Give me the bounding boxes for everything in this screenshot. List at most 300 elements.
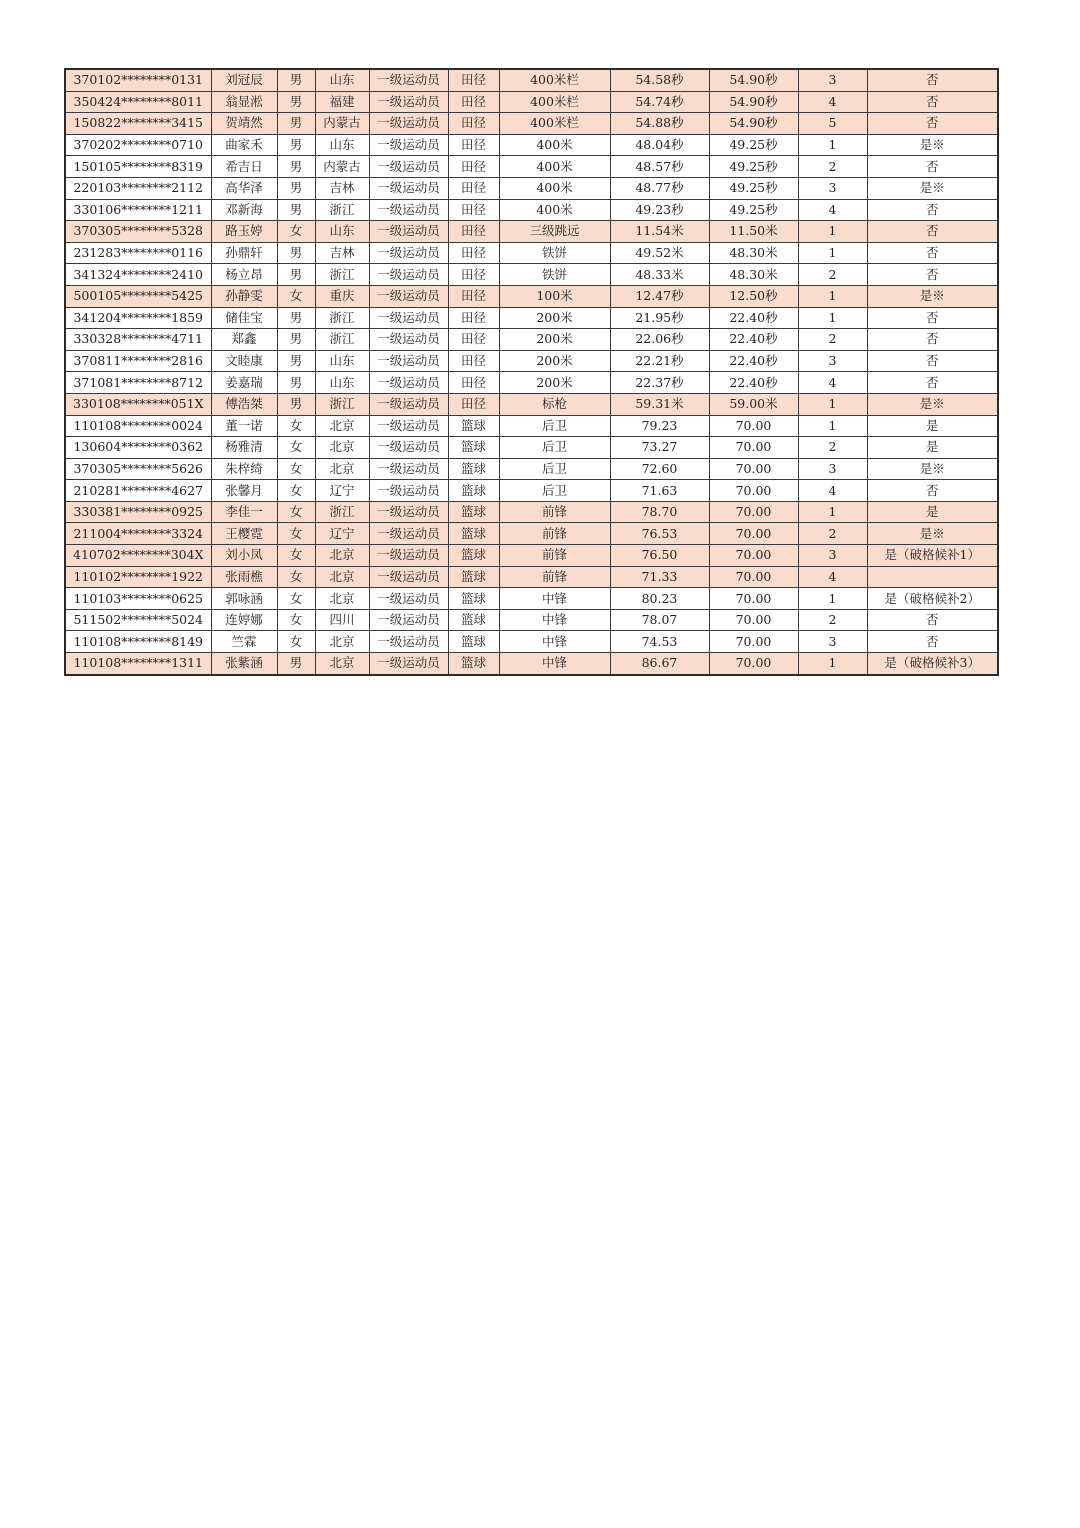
table-row xyxy=(65,134,998,156)
name-cell: 希吉日 xyxy=(211,156,277,178)
standard-cell: 48.30米 xyxy=(709,264,798,286)
gender-cell: 男 xyxy=(277,242,315,264)
sport-cell: 篮球 xyxy=(448,631,499,653)
name-cell: 文睦康 xyxy=(211,350,277,372)
province-cell: 四川 xyxy=(315,609,369,631)
id-number-cell: 110108********8149 xyxy=(65,631,211,653)
name-cell: 李佳一 xyxy=(211,501,277,523)
standard-cell: 54.90秒 xyxy=(709,113,798,135)
gender-cell: 女 xyxy=(277,566,315,588)
sport-cell: 篮球 xyxy=(448,415,499,437)
gender-cell: 女 xyxy=(277,458,315,480)
standard-cell: 22.40秒 xyxy=(709,329,798,351)
level-cell: 一级运动员 xyxy=(369,523,448,545)
name-cell: 刘小凤 xyxy=(211,545,277,567)
province-cell: 浙江 xyxy=(315,501,369,523)
sport-cell: 田径 xyxy=(448,221,499,243)
id-number-cell: 220103********2112 xyxy=(65,177,211,199)
rank-cell: 4 xyxy=(798,566,867,588)
qualified-cell: 是※ xyxy=(867,134,998,156)
qualified-cell: 是 xyxy=(867,501,998,523)
province-cell: 辽宁 xyxy=(315,480,369,502)
standard-cell: 49.25秒 xyxy=(709,156,798,178)
gender-cell: 男 xyxy=(277,264,315,286)
table-row xyxy=(65,307,998,329)
standard-cell: 22.40秒 xyxy=(709,307,798,329)
event-cell: 200米 xyxy=(499,372,610,394)
id-number-cell: 370102********0131 xyxy=(65,69,211,91)
event-cell: 中锋 xyxy=(499,653,610,675)
province-cell: 辽宁 xyxy=(315,523,369,545)
level-cell: 一级运动员 xyxy=(369,415,448,437)
table-row xyxy=(65,501,998,523)
id-number-cell: 110108********0024 xyxy=(65,415,211,437)
province-cell: 山东 xyxy=(315,134,369,156)
sport-cell: 田径 xyxy=(448,177,499,199)
rank-cell: 3 xyxy=(798,458,867,480)
name-cell: 杨立昂 xyxy=(211,264,277,286)
qualified-cell: 否 xyxy=(867,307,998,329)
level-cell: 一级运动员 xyxy=(369,91,448,113)
score-cell: 73.27 xyxy=(610,437,709,459)
qualified-cell: 是※ xyxy=(867,458,998,480)
province-cell: 北京 xyxy=(315,545,369,567)
gender-cell: 男 xyxy=(277,307,315,329)
province-cell: 山东 xyxy=(315,350,369,372)
rank-cell: 1 xyxy=(798,653,867,675)
table-row xyxy=(65,177,998,199)
qualified-cell: 否 xyxy=(867,221,998,243)
score-cell: 48.33米 xyxy=(610,264,709,286)
standard-cell: 70.00 xyxy=(709,415,798,437)
score-cell: 86.67 xyxy=(610,653,709,675)
table-row xyxy=(65,588,998,610)
name-cell: 郑鑫 xyxy=(211,329,277,351)
qualified-cell: 是※ xyxy=(867,393,998,415)
qualified-cell: 是（破格候补3） xyxy=(867,653,998,675)
standard-cell: 70.00 xyxy=(709,501,798,523)
score-cell: 22.06秒 xyxy=(610,329,709,351)
id-number-cell: 341204********1859 xyxy=(65,307,211,329)
score-cell: 48.57秒 xyxy=(610,156,709,178)
table-row xyxy=(65,609,998,631)
id-number-cell: 130604********0362 xyxy=(65,437,211,459)
table-row xyxy=(65,221,998,243)
score-cell: 76.53 xyxy=(610,523,709,545)
standard-cell: 70.00 xyxy=(709,437,798,459)
province-cell: 吉林 xyxy=(315,177,369,199)
province-cell: 浙江 xyxy=(315,307,369,329)
id-number-cell: 110103********0625 xyxy=(65,588,211,610)
level-cell: 一级运动员 xyxy=(369,566,448,588)
event-cell: 200米 xyxy=(499,329,610,351)
score-cell: 49.52米 xyxy=(610,242,709,264)
gender-cell: 男 xyxy=(277,329,315,351)
qualified-cell: 否 xyxy=(867,113,998,135)
level-cell: 一级运动员 xyxy=(369,221,448,243)
standard-cell: 59.00米 xyxy=(709,393,798,415)
level-cell: 一级运动员 xyxy=(369,653,448,675)
id-number-cell: 500105********5425 xyxy=(65,285,211,307)
table-row xyxy=(65,437,998,459)
id-number-cell: 370305********5328 xyxy=(65,221,211,243)
score-cell: 59.31米 xyxy=(610,393,709,415)
province-cell: 福建 xyxy=(315,91,369,113)
gender-cell: 男 xyxy=(277,350,315,372)
id-number-cell: 211004********3324 xyxy=(65,523,211,545)
gender-cell: 女 xyxy=(277,480,315,502)
name-cell: 孙鼎轩 xyxy=(211,242,277,264)
sport-cell: 篮球 xyxy=(448,523,499,545)
name-cell: 刘冠辰 xyxy=(211,69,277,91)
score-cell: 22.37秒 xyxy=(610,372,709,394)
event-cell: 前锋 xyxy=(499,566,610,588)
table-row xyxy=(65,69,998,91)
level-cell: 一级运动员 xyxy=(369,69,448,91)
province-cell: 北京 xyxy=(315,415,369,437)
sport-cell: 田径 xyxy=(448,329,499,351)
province-cell: 山东 xyxy=(315,372,369,394)
event-cell: 后卫 xyxy=(499,458,610,480)
qualified-cell: 否 xyxy=(867,372,998,394)
sport-cell: 田径 xyxy=(448,350,499,372)
event-cell: 中锋 xyxy=(499,609,610,631)
province-cell: 北京 xyxy=(315,588,369,610)
level-cell: 一级运动员 xyxy=(369,264,448,286)
sport-cell: 田径 xyxy=(448,134,499,156)
name-cell: 傅浩桀 xyxy=(211,393,277,415)
id-number-cell: 110108********1311 xyxy=(65,653,211,675)
gender-cell: 女 xyxy=(277,221,315,243)
standard-cell: 70.00 xyxy=(709,458,798,480)
level-cell: 一级运动员 xyxy=(369,350,448,372)
id-number-cell: 330108********051X xyxy=(65,393,211,415)
rank-cell: 1 xyxy=(798,285,867,307)
sport-cell: 篮球 xyxy=(448,566,499,588)
event-cell: 标枪 xyxy=(499,393,610,415)
province-cell: 山东 xyxy=(315,221,369,243)
gender-cell: 男 xyxy=(277,372,315,394)
event-cell: 铁饼 xyxy=(499,264,610,286)
province-cell: 重庆 xyxy=(315,285,369,307)
qualified-cell: 是（破格候补2） xyxy=(867,588,998,610)
event-cell: 200米 xyxy=(499,350,610,372)
standard-cell: 70.00 xyxy=(709,480,798,502)
table-row xyxy=(65,631,998,653)
level-cell: 一级运动员 xyxy=(369,113,448,135)
qualified-cell: 否 xyxy=(867,156,998,178)
event-cell: 400米栏 xyxy=(499,113,610,135)
gender-cell: 女 xyxy=(277,501,315,523)
level-cell: 一级运动员 xyxy=(369,307,448,329)
event-cell: 中锋 xyxy=(499,631,610,653)
event-cell: 400米 xyxy=(499,177,610,199)
name-cell: 贺靖然 xyxy=(211,113,277,135)
standard-cell: 48.30米 xyxy=(709,242,798,264)
name-cell: 储佳宝 xyxy=(211,307,277,329)
province-cell: 浙江 xyxy=(315,329,369,351)
standard-cell: 22.40秒 xyxy=(709,372,798,394)
level-cell: 一级运动员 xyxy=(369,134,448,156)
standard-cell: 70.00 xyxy=(709,545,798,567)
rank-cell: 3 xyxy=(798,177,867,199)
table-row xyxy=(65,480,998,502)
table-row xyxy=(65,393,998,415)
standard-cell: 49.25秒 xyxy=(709,134,798,156)
level-cell: 一级运动员 xyxy=(369,393,448,415)
rank-cell: 1 xyxy=(798,393,867,415)
id-number-cell: 330328********4711 xyxy=(65,329,211,351)
name-cell: 孙静雯 xyxy=(211,285,277,307)
table-row xyxy=(65,264,998,286)
sport-cell: 篮球 xyxy=(448,437,499,459)
sport-cell: 篮球 xyxy=(448,545,499,567)
level-cell: 一级运动员 xyxy=(369,609,448,631)
gender-cell: 女 xyxy=(277,588,315,610)
rank-cell: 2 xyxy=(798,329,867,351)
qualified-cell: 否 xyxy=(867,480,998,502)
standard-cell: 70.00 xyxy=(709,588,798,610)
standard-cell: 22.40秒 xyxy=(709,350,798,372)
rank-cell: 1 xyxy=(798,134,867,156)
province-cell: 北京 xyxy=(315,631,369,653)
table-row xyxy=(65,156,998,178)
rank-cell: 3 xyxy=(798,631,867,653)
rank-cell: 2 xyxy=(798,437,867,459)
sport-cell: 田径 xyxy=(448,264,499,286)
rank-cell: 2 xyxy=(798,609,867,631)
level-cell: 一级运动员 xyxy=(369,329,448,351)
rank-cell: 2 xyxy=(798,523,867,545)
id-number-cell: 511502********5024 xyxy=(65,609,211,631)
score-cell: 48.77秒 xyxy=(610,177,709,199)
results-table-body xyxy=(65,69,998,675)
score-cell: 22.21秒 xyxy=(610,350,709,372)
score-cell: 72.60 xyxy=(610,458,709,480)
sport-cell: 篮球 xyxy=(448,653,499,675)
standard-cell: 70.00 xyxy=(709,566,798,588)
id-number-cell: 370305********5626 xyxy=(65,458,211,480)
table-row xyxy=(65,285,998,307)
level-cell: 一级运动员 xyxy=(369,156,448,178)
event-cell: 400米 xyxy=(499,134,610,156)
gender-cell: 男 xyxy=(277,177,315,199)
name-cell: 邓新海 xyxy=(211,199,277,221)
score-cell: 49.23秒 xyxy=(610,199,709,221)
name-cell: 连婷娜 xyxy=(211,609,277,631)
id-number-cell: 341324********2410 xyxy=(65,264,211,286)
level-cell: 一级运动员 xyxy=(369,177,448,199)
score-cell: 78.07 xyxy=(610,609,709,631)
score-cell: 54.74秒 xyxy=(610,91,709,113)
table-row xyxy=(65,329,998,351)
province-cell: 北京 xyxy=(315,653,369,675)
sport-cell: 篮球 xyxy=(448,458,499,480)
gender-cell: 男 xyxy=(277,113,315,135)
gender-cell: 男 xyxy=(277,199,315,221)
name-cell: 高华泽 xyxy=(211,177,277,199)
sport-cell: 篮球 xyxy=(448,480,499,502)
standard-cell: 70.00 xyxy=(709,609,798,631)
event-cell: 后卫 xyxy=(499,480,610,502)
qualified-cell: 是 xyxy=(867,437,998,459)
qualified-cell: 是※ xyxy=(867,523,998,545)
score-cell: 76.50 xyxy=(610,545,709,567)
rank-cell: 1 xyxy=(798,415,867,437)
rank-cell: 2 xyxy=(798,264,867,286)
level-cell: 一级运动员 xyxy=(369,437,448,459)
table-row xyxy=(65,545,998,567)
event-cell: 铁饼 xyxy=(499,242,610,264)
qualified-cell: 是※ xyxy=(867,285,998,307)
sport-cell: 田径 xyxy=(448,113,499,135)
gender-cell: 男 xyxy=(277,91,315,113)
id-number-cell: 231283********0116 xyxy=(65,242,211,264)
level-cell: 一级运动员 xyxy=(369,458,448,480)
level-cell: 一级运动员 xyxy=(369,480,448,502)
qualified-cell: 否 xyxy=(867,631,998,653)
name-cell: 朱梓绮 xyxy=(211,458,277,480)
score-cell: 71.33 xyxy=(610,566,709,588)
rank-cell: 1 xyxy=(798,588,867,610)
score-cell: 78.70 xyxy=(610,501,709,523)
rank-cell: 1 xyxy=(798,307,867,329)
province-cell: 北京 xyxy=(315,437,369,459)
event-cell: 三级跳远 xyxy=(499,221,610,243)
qualified-cell: 是（破格候补1） xyxy=(867,545,998,567)
id-number-cell: 210281********4627 xyxy=(65,480,211,502)
id-number-cell: 330106********1211 xyxy=(65,199,211,221)
event-cell: 100米 xyxy=(499,285,610,307)
province-cell: 内蒙古 xyxy=(315,156,369,178)
rank-cell: 3 xyxy=(798,350,867,372)
table-row xyxy=(65,653,998,675)
level-cell: 一级运动员 xyxy=(369,242,448,264)
event-cell: 中锋 xyxy=(499,588,610,610)
province-cell: 浙江 xyxy=(315,264,369,286)
gender-cell: 女 xyxy=(277,285,315,307)
event-cell: 400米栏 xyxy=(499,91,610,113)
level-cell: 一级运动员 xyxy=(369,588,448,610)
name-cell: 郭咏涵 xyxy=(211,588,277,610)
province-cell: 北京 xyxy=(315,566,369,588)
gender-cell: 男 xyxy=(277,653,315,675)
standard-cell: 12.50秒 xyxy=(709,285,798,307)
province-cell: 浙江 xyxy=(315,199,369,221)
level-cell: 一级运动员 xyxy=(369,372,448,394)
table-row xyxy=(65,458,998,480)
table-row xyxy=(65,199,998,221)
qualified-cell: 否 xyxy=(867,609,998,631)
sport-cell: 田径 xyxy=(448,285,499,307)
qualified-cell: 否 xyxy=(867,69,998,91)
table-row xyxy=(65,113,998,135)
table-row xyxy=(65,566,998,588)
gender-cell: 男 xyxy=(277,134,315,156)
level-cell: 一级运动员 xyxy=(369,545,448,567)
gender-cell: 男 xyxy=(277,69,315,91)
rank-cell: 1 xyxy=(798,501,867,523)
sport-cell: 田径 xyxy=(448,199,499,221)
score-cell: 80.23 xyxy=(610,588,709,610)
standard-cell: 49.25秒 xyxy=(709,177,798,199)
level-cell: 一级运动员 xyxy=(369,631,448,653)
gender-cell: 女 xyxy=(277,523,315,545)
event-cell: 400米 xyxy=(499,156,610,178)
sport-cell: 篮球 xyxy=(448,588,499,610)
gender-cell: 男 xyxy=(277,156,315,178)
name-cell: 董一诺 xyxy=(211,415,277,437)
gender-cell: 女 xyxy=(277,631,315,653)
rank-cell: 2 xyxy=(798,156,867,178)
level-cell: 一级运动员 xyxy=(369,285,448,307)
gender-cell: 女 xyxy=(277,545,315,567)
sport-cell: 篮球 xyxy=(448,501,499,523)
standard-cell: 70.00 xyxy=(709,523,798,545)
name-cell: 杨雅清 xyxy=(211,437,277,459)
rank-cell: 3 xyxy=(798,69,867,91)
score-cell: 79.23 xyxy=(610,415,709,437)
rank-cell: 5 xyxy=(798,113,867,135)
score-cell: 21.95秒 xyxy=(610,307,709,329)
table-row xyxy=(65,350,998,372)
rank-cell: 1 xyxy=(798,221,867,243)
rank-cell: 4 xyxy=(798,199,867,221)
id-number-cell: 150822********3415 xyxy=(65,113,211,135)
rank-cell: 3 xyxy=(798,545,867,567)
qualified-cell xyxy=(867,566,998,588)
results-table xyxy=(64,68,999,676)
name-cell: 路玉婷 xyxy=(211,221,277,243)
score-cell: 54.88秒 xyxy=(610,113,709,135)
name-cell: 张馨月 xyxy=(211,480,277,502)
sport-cell: 田径 xyxy=(448,156,499,178)
event-cell: 前锋 xyxy=(499,545,610,567)
sport-cell: 篮球 xyxy=(448,609,499,631)
rank-cell: 1 xyxy=(798,242,867,264)
id-number-cell: 410702********304X xyxy=(65,545,211,567)
qualified-cell: 是※ xyxy=(867,177,998,199)
table-row xyxy=(65,523,998,545)
qualified-cell: 否 xyxy=(867,199,998,221)
event-cell: 前锋 xyxy=(499,501,610,523)
table-row xyxy=(65,415,998,437)
province-cell: 内蒙古 xyxy=(315,113,369,135)
sport-cell: 田径 xyxy=(448,393,499,415)
qualified-cell: 否 xyxy=(867,350,998,372)
name-cell: 翁显淞 xyxy=(211,91,277,113)
sport-cell: 田径 xyxy=(448,91,499,113)
province-cell: 山东 xyxy=(315,69,369,91)
rank-cell: 4 xyxy=(798,480,867,502)
table-row xyxy=(65,91,998,113)
province-cell: 浙江 xyxy=(315,393,369,415)
id-number-cell: 350424********8011 xyxy=(65,91,211,113)
standard-cell: 49.25秒 xyxy=(709,199,798,221)
standard-cell: 70.00 xyxy=(709,653,798,675)
score-cell: 48.04秒 xyxy=(610,134,709,156)
event-cell: 400米栏 xyxy=(499,69,610,91)
standard-cell: 11.50米 xyxy=(709,221,798,243)
score-cell: 11.54米 xyxy=(610,221,709,243)
id-number-cell: 370202********0710 xyxy=(65,134,211,156)
sport-cell: 田径 xyxy=(448,69,499,91)
name-cell: 张紫涵 xyxy=(211,653,277,675)
rank-cell: 4 xyxy=(798,91,867,113)
table-row xyxy=(65,372,998,394)
sport-cell: 田径 xyxy=(448,372,499,394)
name-cell: 姜嘉瑞 xyxy=(211,372,277,394)
